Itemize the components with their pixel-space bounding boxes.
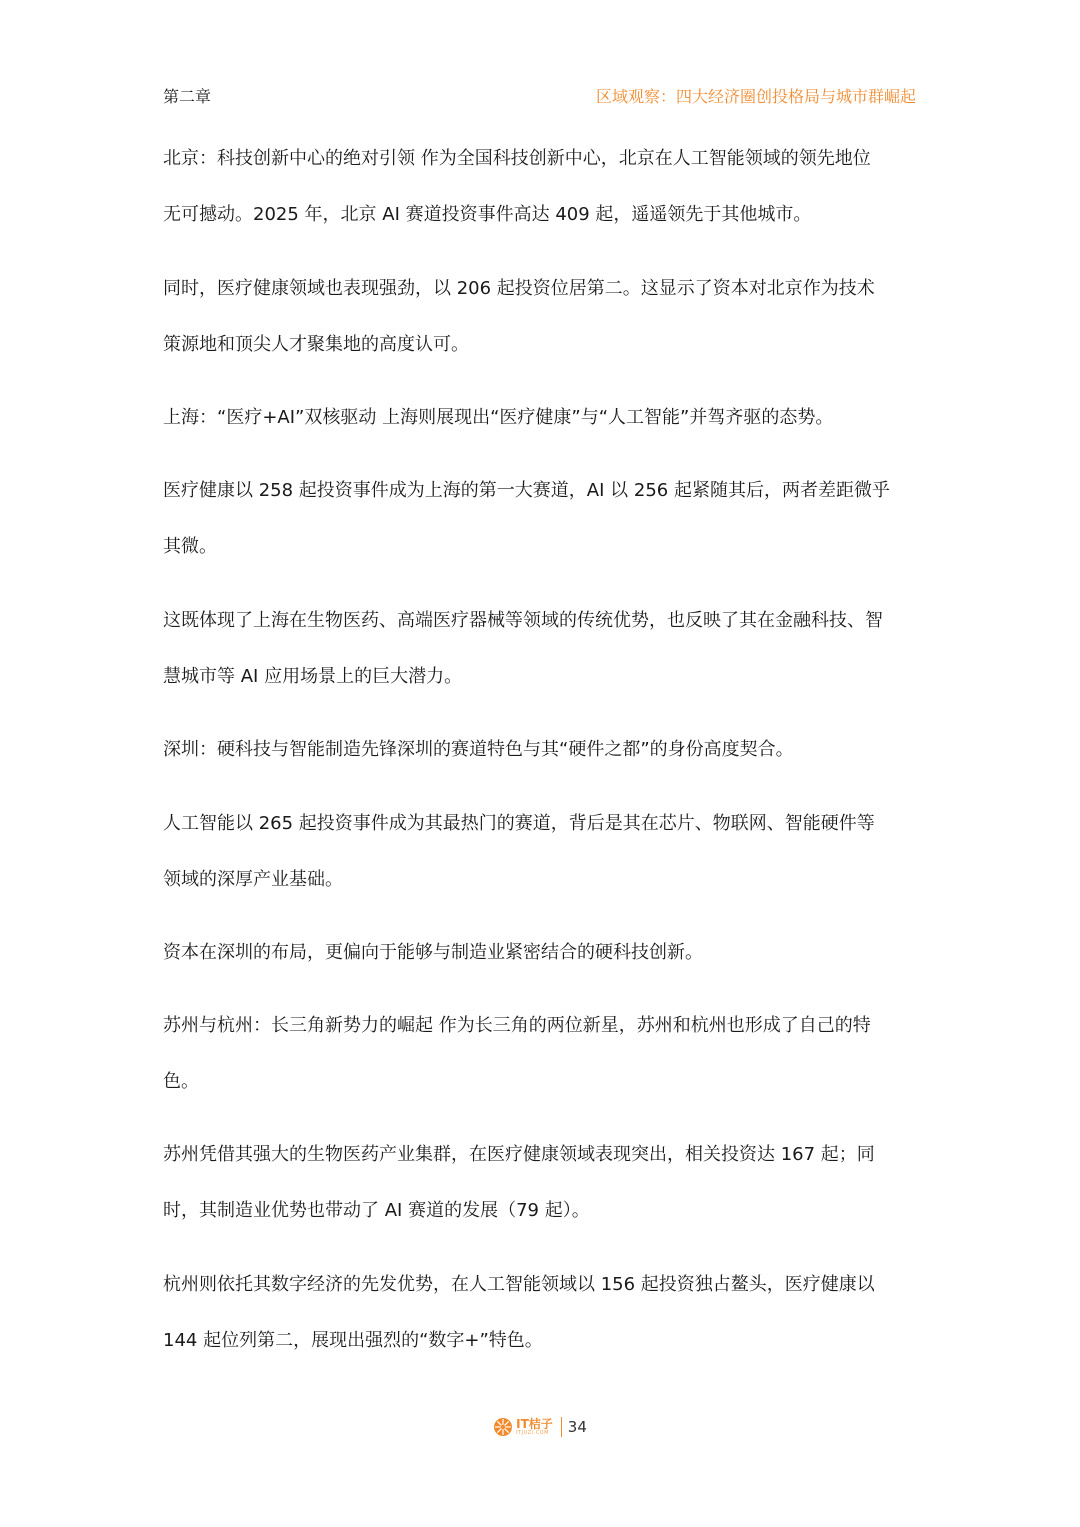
- page-footer: [0, 1412, 1080, 1442]
- paragraph-line: 北京：科技创新中心的绝对引领 作为全国科技创新中心，北京在人工智能领域的领先地位: [163, 148, 871, 169]
- paragraph-line: 深圳：硬科技与智能制造先锋深圳的赛道特色与其“硬件之都”的身份高度契合。: [163, 739, 794, 760]
- footer-divider: [561, 1417, 562, 1437]
- paragraph-line: 人工智能以 265 起投资事件成为其最热门的赛道，背后是其在芯片、物联网、智能硬件等: [163, 813, 875, 834]
- orange-logo-icon: [493, 1417, 513, 1437]
- paragraph-line: 144 起位列第二，展现出强烈的“数字+”特色。: [163, 1330, 543, 1351]
- paragraph-line: 无可撼动。2025 年，北京 AI 赛道投资事件高达 409 起，遥遥领先于其他城市。: [163, 204, 812, 225]
- paragraph-line: 时，其制造业优势也带动了 AI 赛道的发展（79 起）。: [163, 1200, 590, 1221]
- paragraph-shenzhen-capital: [163, 925, 923, 981]
- paragraph-line: 苏州凭借其强大的生物医药产业集群，在医疗健康领域表现突出，相关投资达 167 起；同: [163, 1144, 875, 1165]
- chapter-label: 第二章: [163, 87, 212, 106]
- paragraph-line: 杭州则依托其数字经济的先发优势，在人工智能领域以 156 起投资独占鳌头，医疗健康以: [163, 1274, 875, 1295]
- paragraph-suzhou-hangzhou: [163, 998, 923, 1110]
- paragraph-line: 这既体现了上海在生物医药、高端医疗器械等领域的传统优势，也反映了其在金融科技、智: [163, 610, 883, 631]
- paragraph-line: 资本在深圳的布局，更偏向于能够与制造业紧密结合的硬科技创新。: [163, 942, 703, 963]
- section-title: 区域观察：四大经济圈创投格局与城市群崛起: [595, 87, 916, 106]
- paragraph-line: 同时，医疗健康领域也表现强劲，以 206 起投资位居第二。这显示了资本对北京作为技术: [163, 278, 875, 299]
- paragraph-suzhou: [163, 1127, 923, 1239]
- paragraph-shanghai-health: [163, 463, 923, 575]
- paragraph-line: 慧城市等 AI 应用场景上的巨大潜力。: [163, 666, 463, 687]
- itjuzi-logo: [493, 1417, 553, 1437]
- paragraph-beijing: [163, 131, 923, 243]
- paragraph-line: 色。: [163, 1071, 199, 1092]
- paragraph-shenzhen: [163, 722, 923, 778]
- paragraph-shenzhen-ai: [163, 796, 923, 908]
- paragraph-line: 其微。: [163, 536, 217, 557]
- logo-name: IT桔子: [516, 1417, 553, 1431]
- paragraph-line: 策源地和顶尖人才聚集地的高度认可。: [163, 334, 469, 355]
- paragraph-line: 苏州与杭州：长三角新势力的崛起 作为长三角的两位新星，苏州和杭州也形成了自己的特: [163, 1015, 871, 1036]
- paragraph-shanghai-advantage: [163, 593, 923, 705]
- paragraph-beijing-health: [163, 261, 923, 373]
- paragraph-shanghai: [163, 390, 923, 446]
- paragraph-line: 医疗健康以 258 起投资事件成为上海的第一大赛道，AI 以 256 起紧随其后，两者差距微乎: [163, 480, 890, 501]
- paragraph-line: 领域的深厚产业基础。: [163, 869, 343, 890]
- paragraph-hangzhou: [163, 1257, 923, 1369]
- logo-subtext: ITJUZI.COM: [516, 1430, 549, 1436]
- page-number: 34: [567, 1418, 587, 1436]
- paragraph-line: 上海：“医疗+AI”双核驱动 上海则展现出“医疗健康”与“人工智能”并驾齐驱的态势。: [163, 407, 834, 428]
